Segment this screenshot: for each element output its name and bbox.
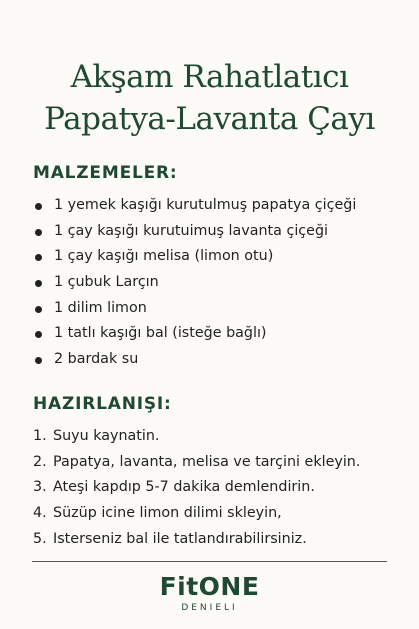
bullet-icon xyxy=(35,203,42,210)
ingredient-text: 1 tatlı kaşığı bal (isteğe bağlı) xyxy=(54,325,267,342)
step-number: 2. xyxy=(33,453,47,470)
ingredient-text: 1 çay kaşığı melisa (limon otu) xyxy=(54,248,274,265)
preparation-steps xyxy=(33,424,360,552)
ingredient-item xyxy=(33,321,356,347)
step-text: Suyu kaynatin. xyxy=(53,428,160,444)
recipe-title xyxy=(0,56,419,140)
title-line-1: Akşam Rahatlatıcı xyxy=(70,59,349,95)
bullet-icon xyxy=(35,357,42,364)
bullet-icon xyxy=(35,280,42,287)
ingredient-item xyxy=(33,244,356,270)
ingredient-item xyxy=(33,193,356,219)
ingredient-text: 1 yemek kaşığı kurutulmuş papatya çiçeği xyxy=(54,197,357,213)
step-item xyxy=(33,424,360,450)
ingredient-text: 1 dilim limon xyxy=(54,299,147,316)
preparation-heading: HAZIRLANIŞI: xyxy=(33,394,172,414)
step-item xyxy=(33,450,360,476)
step-number: 4. xyxy=(33,505,47,522)
step-number: 1. xyxy=(33,428,47,444)
ingredient-text: 1 çay kaşığı kurutuimuş lavanta çiçeği xyxy=(54,222,328,239)
title-line-2: Papatya-Lavanta Çayı xyxy=(44,101,375,137)
step-text: Ateşi kapdıp 5-7 dakika demlendirin. xyxy=(53,479,315,496)
bullet-icon xyxy=(35,254,42,261)
step-item xyxy=(33,527,360,553)
ingredient-item xyxy=(33,219,356,245)
bullet-icon xyxy=(35,331,42,338)
ingredient-text: 2 bardak su xyxy=(54,351,139,368)
bullet-icon xyxy=(35,306,42,313)
ingredient-item xyxy=(33,296,356,322)
ingredients-list xyxy=(33,193,356,373)
bullet-icon xyxy=(35,229,42,236)
brand-subtitle: DENIELI xyxy=(181,603,238,613)
divider xyxy=(32,561,387,562)
brand-logo: FitONE xyxy=(159,572,260,601)
step-item xyxy=(33,501,360,527)
step-number: 3. xyxy=(33,479,47,496)
ingredients-heading: MALZEMELER: xyxy=(33,163,178,183)
step-number: 5. xyxy=(33,530,47,547)
step-text: Süzüp icine limon dilimi skleyin, xyxy=(53,505,282,522)
ingredient-text: 1 çubuk Larçın xyxy=(54,274,159,291)
step-item xyxy=(33,475,360,501)
step-text: Isterseniz bal ile tatlandırabilirsiniz. xyxy=(53,530,307,547)
ingredient-item xyxy=(33,270,356,296)
step-text: Papatya, lavanta, melisa ve tarçini ekleyin. xyxy=(53,453,361,470)
ingredient-item xyxy=(33,347,356,373)
